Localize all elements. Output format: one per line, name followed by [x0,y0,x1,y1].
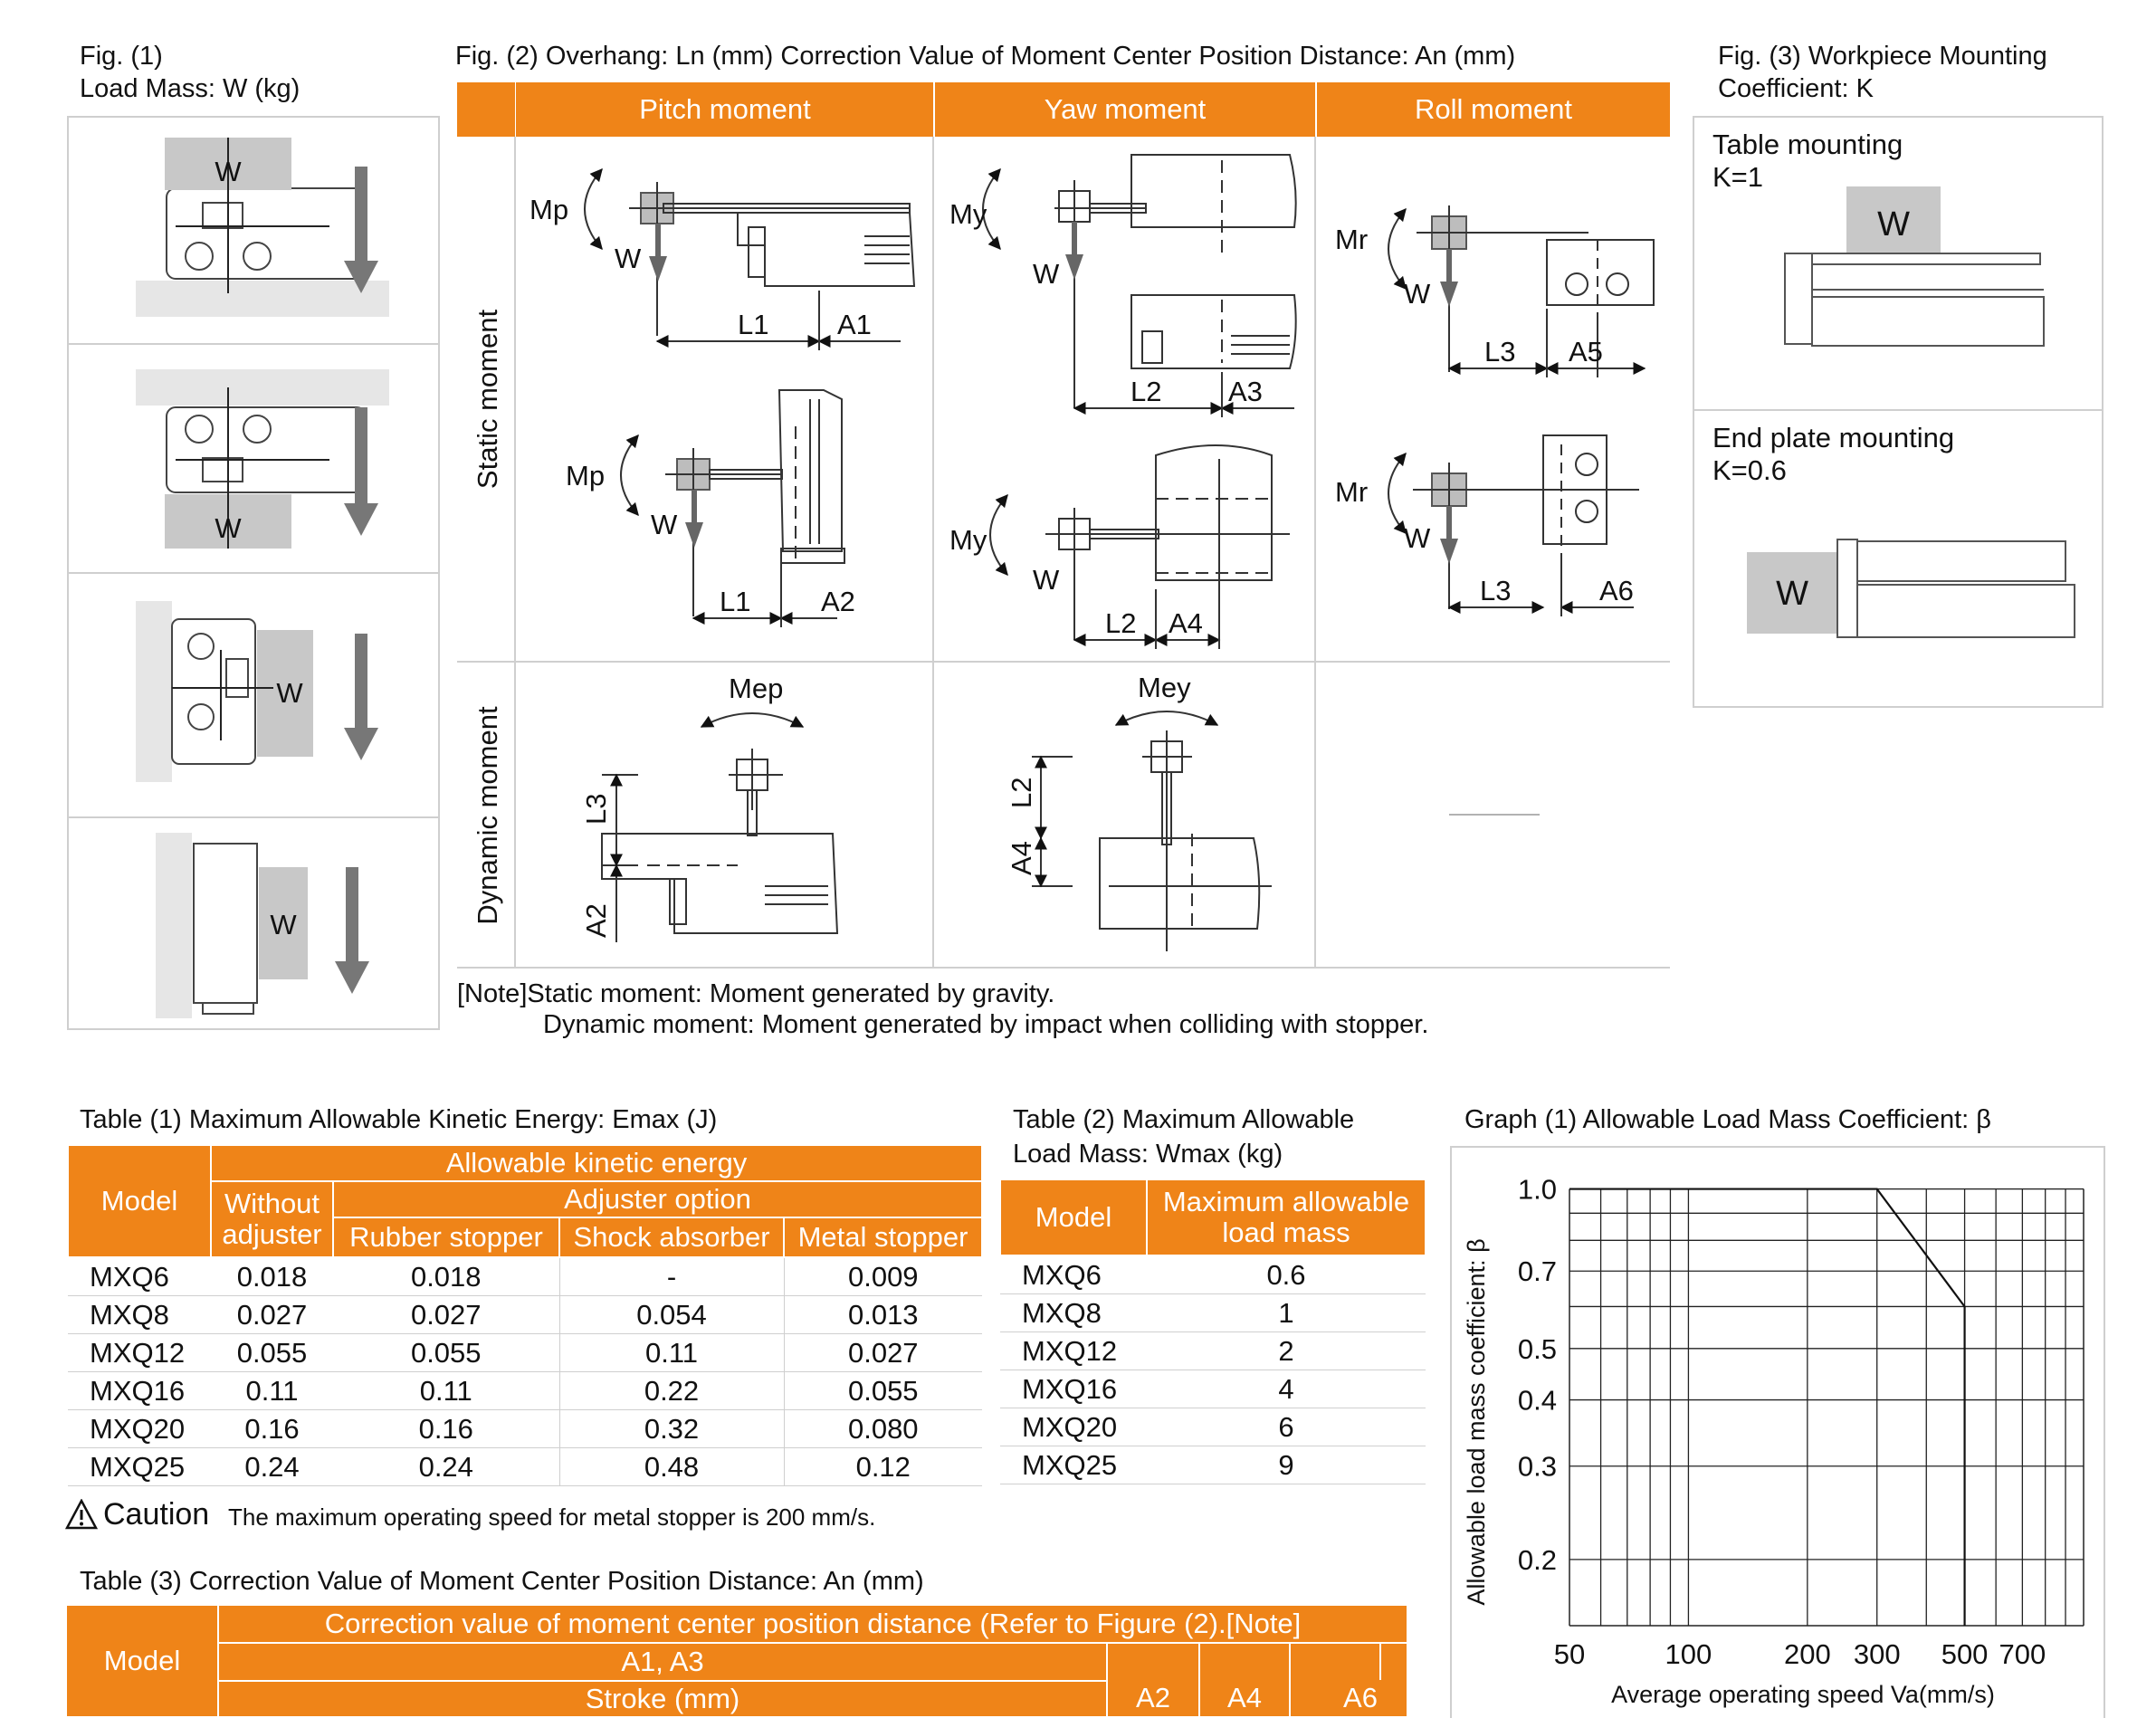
table1-value-cell: 0.080 [784,1410,982,1448]
chart-series-line [1569,1189,1965,1626]
fig3-box [1693,116,2104,708]
table2-value-cell: 2 [1147,1332,1426,1370]
table2-model-cell: MXQ16 [1000,1370,1147,1408]
table1-value-cell: 0.018 [211,1257,333,1296]
roll-mr-1: Mr [1335,224,1369,255]
graph-title: Graph (1) Allowable Load Mass Coefficient: β [1464,1105,1991,1134]
table3-h-a1a3: A1, A3 [621,1646,704,1677]
fig2-note-line2: Dynamic moment: Moment generated by impact when colliding with stopper. [543,1010,1429,1039]
pitch-l1-1: L1 [738,309,769,340]
table1-value-cell: 0.027 [333,1296,559,1334]
fig1-w-label-3: W [276,677,303,709]
table2-row [1000,1255,1426,1294]
table1-value-cell: 0.055 [211,1334,333,1372]
fig2-col-roll: Roll moment [1415,93,1572,125]
fig3-end-plate-mounting: End plate mounting K=0.6 [1712,422,1955,486]
pitch-mp-2: Mp [566,460,606,492]
table2-row [1000,1408,1426,1446]
fig2-note-line1: [Note]Static moment: Moment generated by gravity. [457,979,1055,1008]
fig1-w-label-1: W [215,156,242,187]
fig3-table-mounting: Table mounting K=1 [1712,129,1903,193]
pitch-w-1: W [615,243,642,274]
table3-title: Table (3) Correction Value of Moment Center Position Distance: An (mm) [80,1567,924,1596]
yaw-a4: A4 [1169,607,1203,639]
fig2-col-yaw: Yaw moment [1044,93,1207,125]
table1-value-cell: 0.009 [784,1257,982,1296]
table1-value-cell: 0.48 [559,1448,784,1486]
fig1-panel-wall-side [136,601,378,782]
table3-h-a4: A4 [1227,1682,1262,1713]
yaw-mey: Mey [1138,672,1191,703]
table1-row [68,1257,982,1296]
yaw-a3: A3 [1228,376,1263,407]
fig3-w-label-2: W [1776,575,1808,613]
table1-value-cell: 0.24 [333,1448,559,1486]
table1-title: Table (1) Maximum Allowable Kinetic Energy: Emax (J) [80,1105,718,1134]
table2-value-cell: 6 [1147,1408,1426,1446]
fig1-title: Fig. (1) Load Mass: W (kg) [80,42,301,103]
table2-max-load-mass [999,1179,1426,1484]
chart-y-tick-label: 0.5 [1517,1332,1557,1365]
table2-model-cell: MXQ20 [1000,1408,1147,1446]
table1-value-cell: 0.027 [784,1334,982,1372]
table1-row [68,1296,982,1334]
table2-value-cell: 0.6 [1147,1255,1426,1294]
table1-value-cell: 0.11 [559,1334,784,1372]
roll-w-2: W [1404,522,1431,554]
roll-l3-1: L3 [1484,336,1516,367]
yaw-w-1: W [1033,258,1060,290]
table1-h-adjuster-option: Adjuster option [333,1181,982,1217]
table3-h-a6: A6 [1316,1680,1405,1716]
table2-title: Table (2) Maximum Allowable Load Mass: Wmax (kg) [1013,1105,1355,1169]
table1-row [68,1334,982,1372]
pitch-dynamic-drawing [602,713,837,942]
table1-model-cell: MXQ6 [68,1257,211,1296]
table1-h-shock: Shock absorber [559,1217,784,1257]
table2-model-cell: MXQ8 [1000,1294,1147,1332]
fig3-title: Fig. (3) Workpiece Mounting Coefficient: K [1718,42,2047,103]
fig3-drawings [1694,118,2102,706]
chart-x-tick-label: 500 [1941,1638,1989,1670]
chart-y-tick-label: 0.7 [1517,1255,1557,1288]
table2-model-cell: MXQ25 [1000,1446,1147,1484]
table2-row [1000,1370,1426,1408]
table2-value-cell: 4 [1147,1370,1426,1408]
yaw-a4-dyn: A4 [1006,841,1037,875]
table1-model-cell: MXQ20 [68,1410,211,1448]
fig2-title: Fig. (2) Overhang: Ln (mm) Correction Value of Moment Center Position Distance: An (mm) [455,42,1516,71]
fig2-moment-diagrams [457,137,1670,969]
chart-y-tick-label: 1.0 [1517,1173,1557,1206]
table1-value-cell: 0.16 [333,1410,559,1448]
table1-value-cell: 0.12 [784,1448,982,1486]
fig1-w-label-4: W [270,909,297,940]
table1-model-cell: MXQ25 [68,1448,211,1486]
table2-row [1000,1294,1426,1332]
table2-value-cell: 1 [1147,1294,1426,1332]
table1-value-cell: 0.055 [333,1334,559,1372]
pitch-a2-dyn: A2 [580,903,612,938]
pitch-l1-2: L1 [720,586,751,617]
fig1-panel-top-load [136,138,389,317]
table3-header [67,1606,1407,1716]
pitch-w-2: W [651,509,678,540]
fig2-row-static: Static moment [472,309,503,490]
chart-x-tick-label: 700 [1999,1638,2046,1670]
table1-model-cell: MXQ12 [68,1334,211,1372]
chart-x-tick-label: 100 [1665,1638,1712,1670]
yaw-my-2: My [949,524,987,556]
table1-value-cell: 0.055 [784,1372,982,1410]
caution-label: Caution [103,1497,210,1532]
yaw-dynamic-drawing [1032,711,1272,951]
roll-a5: A5 [1569,336,1603,367]
chart-x-tick-label: 50 [1553,1638,1586,1670]
yaw-l2-dyn: L2 [1006,777,1037,808]
table1-value-cell: - [559,1257,784,1296]
table2-h-model: Model [1000,1179,1147,1255]
yaw-w-2: W [1033,564,1060,596]
fig1-w-label-2: W [215,512,242,544]
fig1-panel-end-plate [156,833,369,1018]
table3-h-a2: A2 [1136,1682,1170,1713]
table2-row [1000,1446,1426,1484]
pitch-a1: A1 [837,309,872,340]
table1-value-cell: 0.24 [211,1448,333,1486]
table1-model-cell: MXQ8 [68,1296,211,1334]
table3-h-stroke: Stroke (mm) [585,1683,740,1714]
table1-value-cell: 0.054 [559,1296,784,1334]
table1-h-model: Model [68,1145,211,1257]
warning-triangle-icon [65,1499,98,1530]
table2-value-cell: 9 [1147,1446,1426,1484]
table2-h-max: Maximum allowable load mass [1147,1179,1426,1255]
chart-x-tick-label: 300 [1853,1638,1901,1670]
table1-value-cell: 0.018 [333,1257,559,1296]
fig1-panel-inverted [136,369,389,549]
roll-l3-2: L3 [1480,575,1512,606]
pitch-mp-1: Mp [529,194,569,225]
table1-row [68,1372,982,1410]
allowable-load-mass-chart [1450,1146,2104,1716]
table1-h-metal: Metal stopper [784,1217,982,1257]
yaw-my-1: My [949,198,987,230]
table1-value-cell: 0.22 [559,1372,784,1410]
table2-model-cell: MXQ12 [1000,1332,1147,1370]
table1-h-without: Without adjuster [211,1181,333,1257]
chart-xlabel: Average operating speed Va(mm/s) [1611,1681,1995,1708]
chart-x-tick-label: 200 [1783,1638,1831,1670]
table2-row [1000,1332,1426,1370]
table1-h-rubber: Rubber stopper [333,1217,559,1257]
yaw-l2-1: L2 [1130,376,1162,407]
fig3-w-label-1: W [1877,205,1910,243]
chart-y-tick-label: 0.4 [1517,1384,1557,1417]
roll-mr-2: Mr [1335,476,1369,508]
yaw-static-2-drawing [990,445,1290,649]
table3-h-model: Model [103,1645,181,1676]
table1-value-cell: 0.11 [211,1372,333,1410]
table1-h-allowable: Allowable kinetic energy [211,1145,982,1181]
table2-model-cell: MXQ6 [1000,1255,1147,1294]
caution-text: The maximum operating speed for metal stopper is 200 mm/s. [228,1503,876,1531]
chart-y-tick-label: 0.3 [1517,1450,1557,1483]
table1-kinetic-energy [67,1144,983,1486]
fig2-header [457,82,1670,137]
table1-caution [65,1495,970,1535]
table1-value-cell: 0.013 [784,1296,982,1334]
pitch-mep: Mep [729,673,784,704]
table1-row [68,1410,982,1448]
table1-model-cell: MXQ16 [68,1372,211,1410]
chart-ylabel: Allowable load mass coefficient: β [1463,1238,1490,1606]
table1-value-cell: 0.11 [333,1372,559,1410]
table1-value-cell: 0.16 [211,1410,333,1448]
pitch-a2: A2 [821,586,855,617]
roll-w-1: W [1404,278,1431,310]
roll-a6: A6 [1599,575,1634,606]
fig2-col-pitch: Pitch moment [639,93,811,125]
table1-value-cell: 0.027 [211,1296,333,1334]
pitch-l3-dyn: L3 [580,793,612,825]
chart-y-tick-label: 0.2 [1517,1543,1557,1576]
yaw-l2-2: L2 [1105,607,1137,639]
fig1-load-diagrams [67,116,440,1030]
table3-h-correction: Correction value of moment center position distance (Refer to Figure (2).[Note] [324,1608,1302,1639]
table1-value-cell: 0.32 [559,1410,784,1448]
fig2-row-dynamic: Dynamic moment [472,706,503,925]
table1-row [68,1448,982,1486]
